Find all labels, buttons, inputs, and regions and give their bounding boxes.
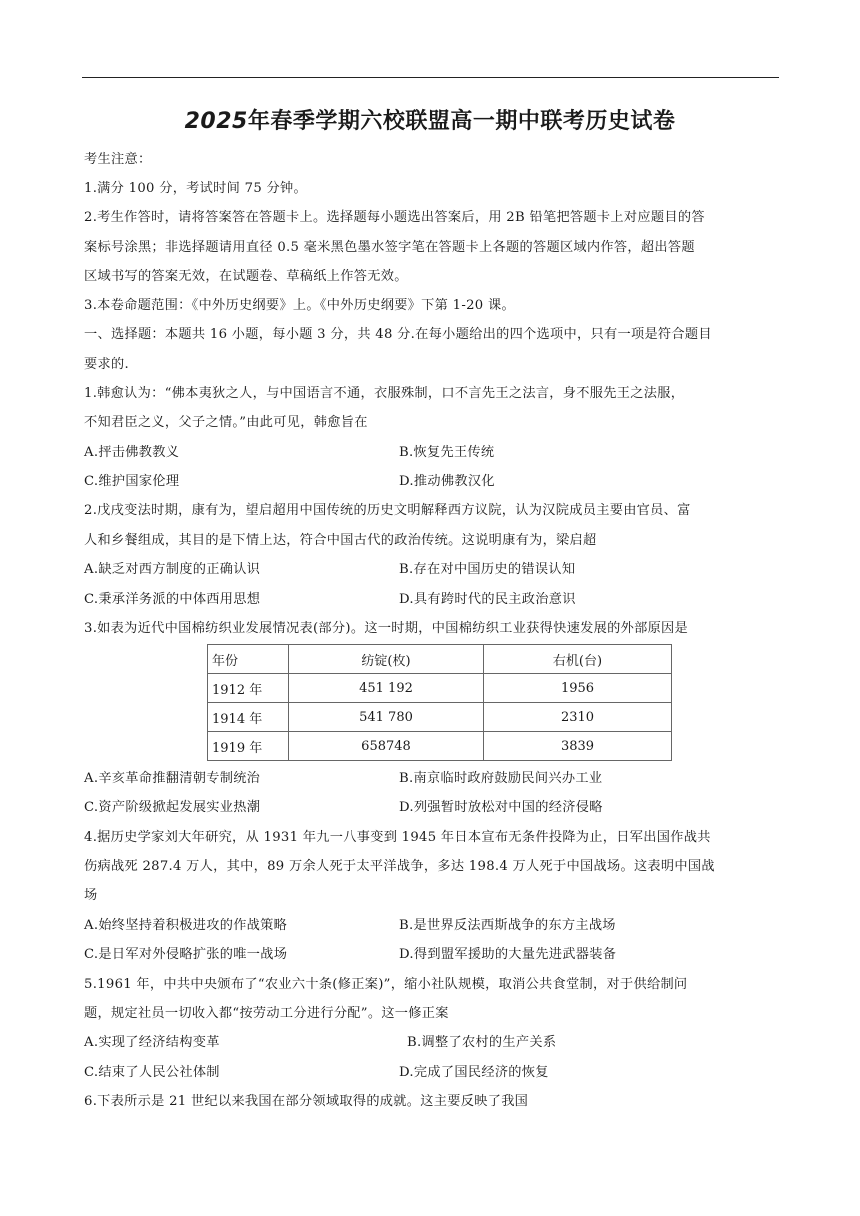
notice-item: 1.满分 100 分，考试时间 75 分钟。	[84, 181, 307, 196]
title-text: 年春季学期六校联盟高一期中联考历史试卷	[247, 109, 676, 134]
q5-option-d: D.完成了国民经济的恢复	[399, 1065, 549, 1080]
q4-option-c: C.是日军对外侵略扩张的唯一战场	[84, 947, 288, 962]
q5-option-a: A.实现了经济结构变革	[84, 1035, 220, 1050]
table-cell: 1956	[484, 674, 672, 703]
q3-option-c: C.资产阶级掀起发展实业热潮	[84, 800, 261, 815]
q1-option-a: A.抨击佛教教义	[84, 445, 180, 460]
table-row	[208, 674, 672, 703]
question-4-stem: 4.据历史学家刘大年研究，从 1931 年九一八事变到 1945 年日本宣布无条件投降为止，日军出国作战共	[84, 830, 711, 845]
section-heading-cont: 要求的.	[84, 357, 129, 372]
q5-option-c: C.结束了人民公社体制	[84, 1065, 220, 1080]
table-cell: 451 192	[289, 674, 484, 703]
cotton-industry-table	[207, 644, 672, 761]
question-3-stem: 3.如表为近代中国棉纺织业发展情况表(部分)。这一时期，中国棉纺织工业获得快速发展的外部原因是	[84, 621, 689, 636]
question-1-stem: 不知君臣之义，父子之情。”由此可见，韩愈旨在	[84, 415, 368, 430]
table-row	[208, 732, 672, 761]
table-header-cell: 右机(台)	[484, 645, 672, 674]
table-row	[208, 703, 672, 732]
table-header-row	[208, 645, 672, 674]
q2-option-b: B.存在对中国历史的错误认知	[399, 562, 576, 577]
table-cell: 1912 年	[208, 674, 289, 703]
q4-option-d: D.得到盟军援助的大量先进武器装备	[399, 947, 617, 962]
question-1-stem: 1.韩愈认为：“佛本夷狄之人，与中国语言不通，衣服殊制，口不言先王之法言，身不服先王之法服，	[84, 386, 685, 401]
table-cell: 541 780	[289, 703, 484, 732]
notice-heading: 考生注意：	[84, 152, 152, 167]
table-cell: 1914 年	[208, 703, 289, 732]
table-cell: 1919 年	[208, 732, 289, 761]
page-title	[0, 104, 860, 135]
q5-option-b: B.调整了农村的生产关系	[407, 1035, 557, 1050]
table-cell: 2310	[484, 703, 672, 732]
q4-option-a: A.始终坚持着积极进攻的作战策略	[84, 918, 288, 933]
question-2-stem: 人和乡餐组成，其目的是下情上达，符合中国古代的政治传统。这说明康有为，梁启超	[84, 533, 597, 548]
question-2-stem: 2.戊戌变法时期，康有为，望启超用中国传统的历史文明解释西方议院，认为汉院成员主要由官员、富	[84, 503, 691, 518]
q1-option-b: B.恢复先王传统	[399, 445, 495, 460]
table-header-cell: 纺锭(枚)	[289, 645, 484, 674]
table-header-cell: 年份	[208, 645, 289, 674]
table-cell: 658748	[289, 732, 484, 761]
q3-option-d: D.列强暂时放松对中国的经济侵略	[399, 800, 603, 815]
q1-option-d: D.推动佛教汉化	[399, 474, 495, 489]
q3-option-a: A.辛亥革命推翻清朝专制统治	[84, 771, 261, 786]
notice-item: 区域书写的答案无效，在试题卷、草稿纸上作答无效。	[84, 269, 408, 284]
table-cell: 3839	[484, 732, 672, 761]
q2-option-d: D.具有跨时代的民主政治意识	[399, 592, 576, 607]
header-rule	[82, 77, 779, 78]
notice-item: 案标号涂黑；非选择题请用直径 0.5 毫米黑色墨水签字笔在答题卡上各题的答题区域内作答，超出答题	[84, 240, 695, 255]
title-year: 2025	[184, 109, 248, 134]
q2-option-c: C.秉承洋务派的中体西用思想	[84, 592, 261, 607]
question-5-stem: 题，规定社员一切收入都“按劳动工分进行分配”。这一修正案	[84, 1006, 449, 1021]
question-4-stem: 场	[84, 888, 98, 903]
question-5-stem: 5.1961 年，中共中央颁布了“农业六十条(修正案)”，缩小社队规模，取消公共食堂制，对于供给制问	[84, 977, 688, 992]
notice-item: 2.考生作答时，请将答案答在答题卡上。选择题每小题选出答案后，用 2B 铅笔把答题卡上对应题目的答	[84, 210, 705, 225]
q2-option-a: A.缺乏对西方制度的正确认识	[84, 562, 261, 577]
section-heading: 一、选择题：本题共 16 小题，每小题 3 分，共 48 分.在每小题给出的四个选项中，只有一项是符合题目	[84, 327, 712, 342]
q3-option-b: B.南京临时政府鼓励民间兴办工业	[399, 771, 603, 786]
question-4-stem: 伤病战死 287.4 万人，其中，89 万余人死于太平洋战争，多达 198.4 万人死于中国战场。这表明中国战	[84, 859, 715, 874]
question-6-stem: 6.下表所示是 21 世纪以来我国在部分领域取得的成就。这主要反映了我国	[84, 1094, 529, 1109]
notice-item: 3.本卷命题范围：《中外历史纲要》上。《中外历史纲要》下第 1-20 课。	[84, 298, 515, 313]
q4-option-b: B.是世界反法西斯战争的东方主战场	[399, 918, 616, 933]
q1-option-c: C.维护国家伦理	[84, 474, 180, 489]
